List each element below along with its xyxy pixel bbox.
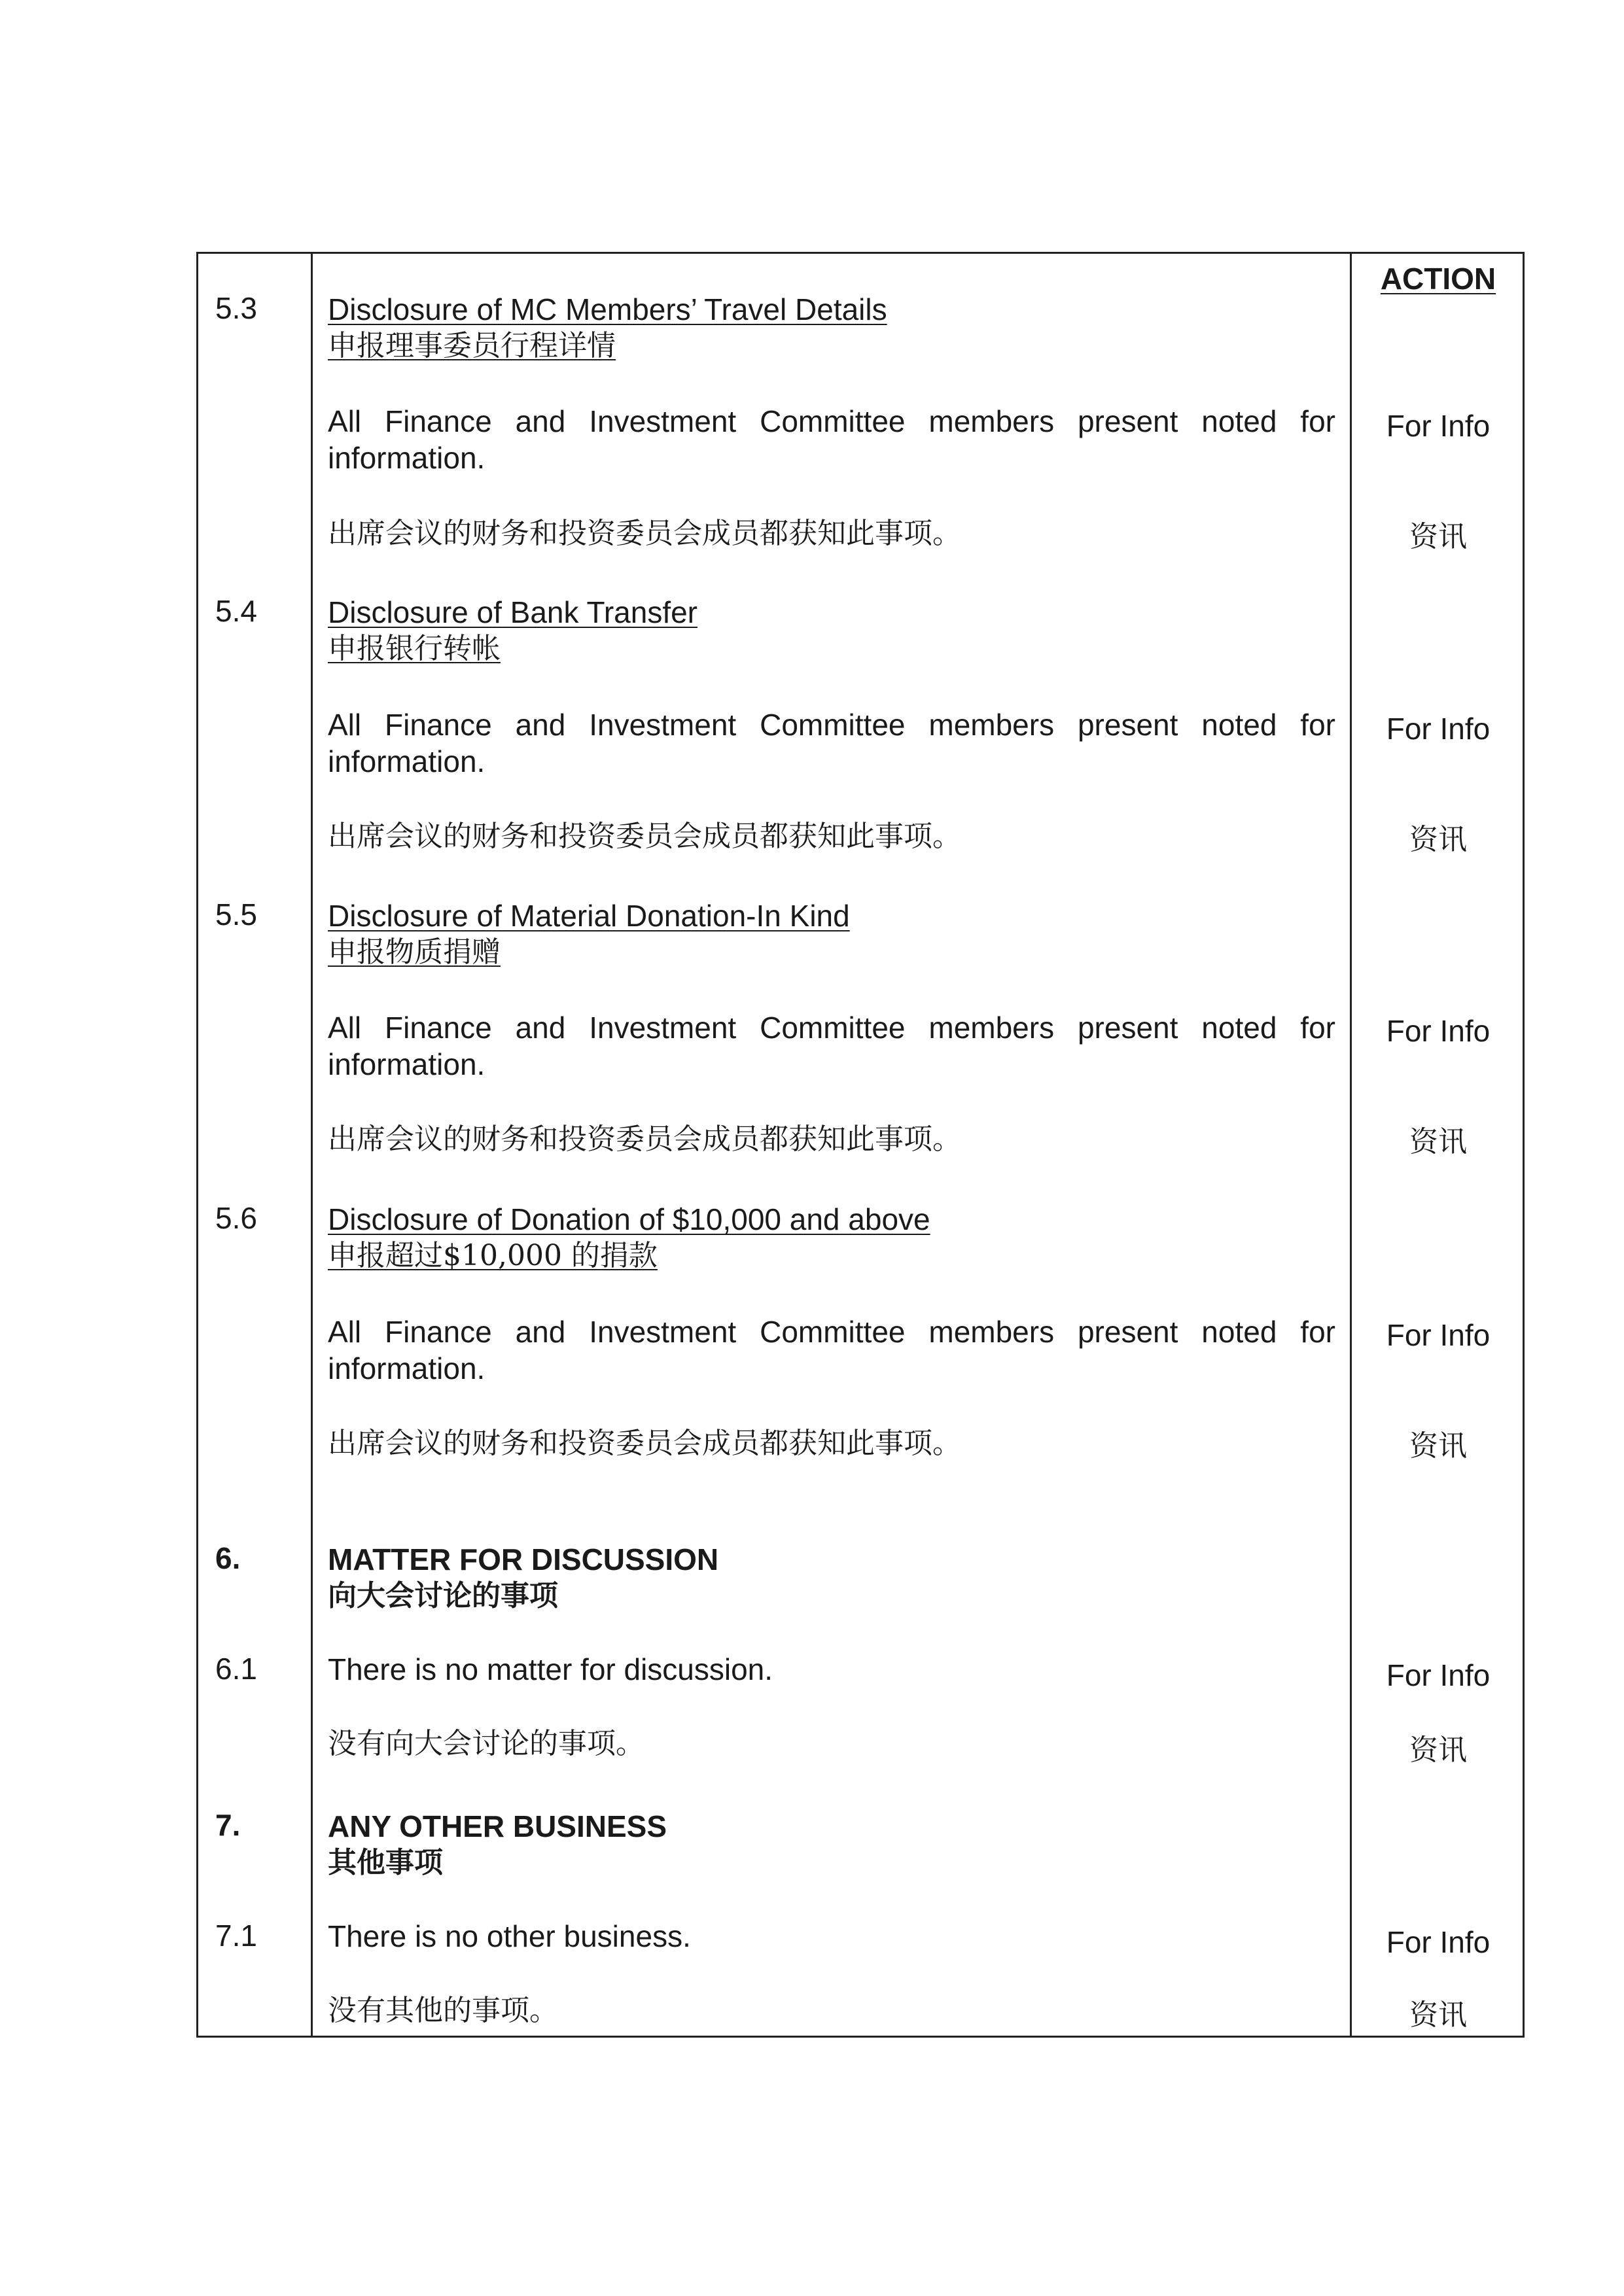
item-number-5-6: 5.6: [215, 1201, 257, 1235]
item-text-en-5-4: All Finance and Investment Committee members present noted for information.: [328, 708, 1335, 778]
item-number-5-3: 5.3: [215, 291, 257, 325]
item-text-en-5-5: All Finance and Investment Committee members present noted for information.: [328, 1011, 1335, 1081]
action-en-7-1: For Info: [1386, 1925, 1491, 1959]
action-en-5-3: For Info: [1386, 409, 1491, 443]
action-en-5-5: For Info: [1386, 1014, 1491, 1048]
item-number-5-4: 5.4: [215, 594, 257, 628]
item-title-en-5-3: Disclosure of MC Members’ Travel Details: [328, 292, 887, 326]
action-en-6-1: For Info: [1386, 1658, 1491, 1692]
item-text-zh-7-1: 没有其他的事项。: [328, 1994, 558, 2027]
item-text-zh-5-5: 出席会议的财务和投资委员会成员都获知此事项。: [328, 1122, 961, 1156]
action-zh-6-1: 资讯: [1409, 1733, 1467, 1767]
item-text-zh-5-3: 出席会议的财务和投资委员会成员都获知此事项。: [328, 517, 961, 550]
item-text-en-5-3: All Finance and Investment Committee members present noted for information.: [328, 404, 1335, 475]
action-zh-5-3: 资讯: [1409, 520, 1467, 553]
section-title-en-6: MATTER FOR DISCUSSION: [328, 1542, 719, 1576]
action-zh-5-5: 资讯: [1409, 1125, 1467, 1158]
column-divider-action: [1350, 254, 1352, 2036]
action-en-5-4: For Info: [1386, 712, 1491, 746]
item-text-zh-5-4: 出席会议的财务和投资委员会成员都获知此事项。: [328, 820, 961, 853]
item-text-zh-5-6: 出席会议的财务和投资委员会成员都获知此事项。: [328, 1427, 961, 1460]
item-title-zh-5-3: 申报理事委员行程详情: [328, 329, 616, 362]
section-title-en-7: ANY OTHER BUSINESS: [328, 1809, 667, 1843]
minutes-table: [196, 252, 1525, 2038]
item-text-zh-6-1: 没有向大会讨论的事项。: [328, 1727, 644, 1760]
item-title-en-5-6: Disclosure of Donation of $10,000 and above: [328, 1202, 930, 1236]
column-divider-number: [311, 254, 313, 2036]
action-zh-7-1: 资讯: [1409, 1998, 1467, 2032]
action-zh-5-4: 资讯: [1409, 823, 1467, 856]
item-text-en-5-6: All Finance and Investment Committee members present noted for information.: [328, 1315, 1335, 1385]
item-number-6-1: 6.1: [215, 1652, 257, 1686]
section-number-6: 6.: [215, 1541, 241, 1575]
item-title-en-5-5: Disclosure of Material Donation-In Kind: [328, 899, 850, 933]
section-title-zh-6: 向大会讨论的事项: [328, 1579, 558, 1612]
item-title-zh-5-6: 申报超过$10,000 的捐款: [328, 1239, 658, 1272]
action-en-5-6: For Info: [1386, 1318, 1491, 1352]
item-number-5-5: 5.5: [215, 897, 257, 931]
item-title-en-5-4: Disclosure of Bank Transfer: [328, 595, 698, 629]
item-text-en-7-1: There is no other business.: [328, 1919, 691, 1953]
item-number-7-1: 7.1: [215, 1919, 257, 1953]
item-text-en-6-1: There is no matter for discussion.: [328, 1652, 773, 1686]
action-zh-5-6: 资讯: [1409, 1429, 1467, 1463]
section-number-7: 7.: [215, 1808, 241, 1842]
item-title-zh-5-4: 申报银行转帐: [328, 632, 501, 665]
item-title-zh-5-5: 申报物质捐赠: [328, 935, 501, 969]
section-title-zh-7: 其他事项: [328, 1846, 443, 1879]
action-column-header: ACTION: [1380, 262, 1496, 296]
